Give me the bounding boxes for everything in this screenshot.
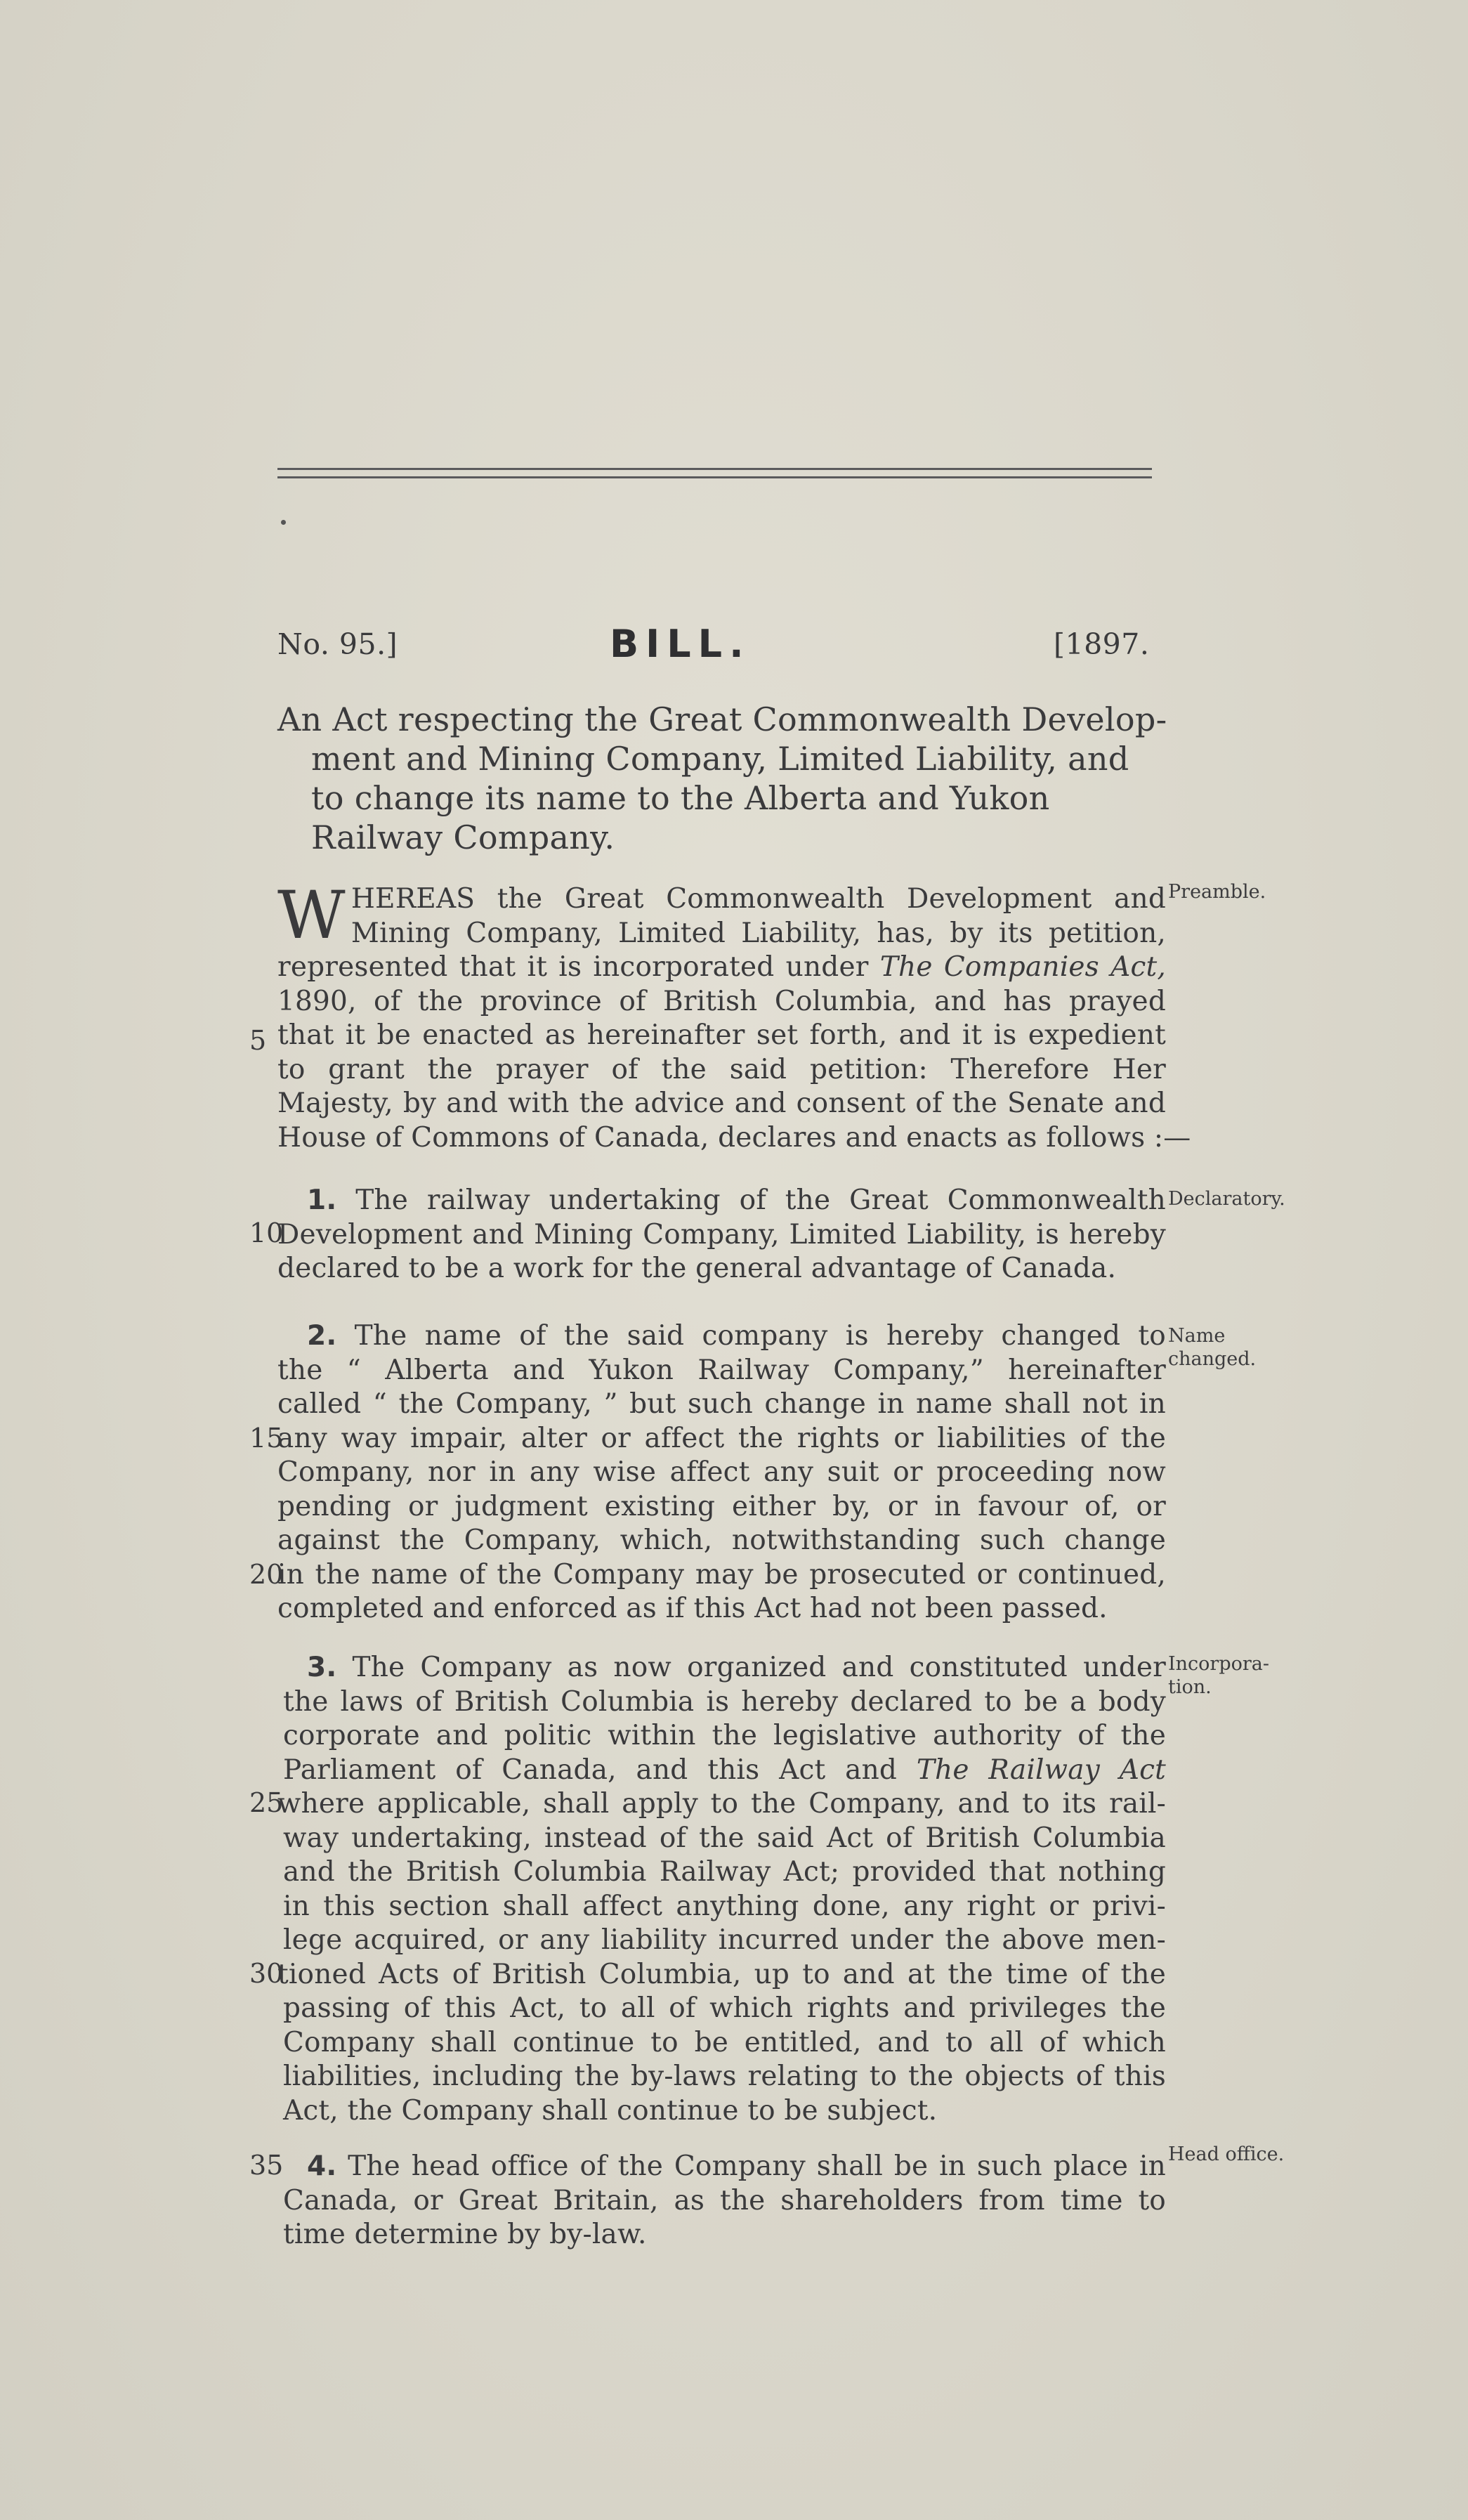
section-text: Parliament of Canada, and this Act and [283, 1754, 917, 1786]
section-line: in this section shall affect anything done, any right or privi- [283, 1890, 1166, 1922]
section-text: The name of the said company is hereby changed to [354, 1320, 1166, 1352]
bill-year: [1897. [1054, 627, 1150, 661]
section-line: Company shall continue to be entitled, and to all of which [283, 2026, 1166, 2058]
line-number: 15 [249, 1423, 284, 1454]
section-line: and the British Columbia Railway Act; provided that nothing [283, 1856, 1166, 1888]
section-1 [277, 1184, 1166, 1286]
margin-note-line: tion. [1168, 1676, 1212, 1698]
section-3 [277, 1651, 1166, 2128]
margin-note-line: Incorpora- [1168, 1653, 1270, 1675]
line-number: 25 [249, 1787, 284, 1818]
section-line: corporate and politic within the legislative authority of the [283, 1720, 1166, 1751]
preamble-line [277, 951, 1166, 985]
companies-act-title: The Companies Act, [879, 951, 1166, 983]
printer-dot [281, 520, 286, 525]
act-title [277, 700, 1167, 857]
preamble-line: Mining Company, Limited Liability, has, by its petition, [350, 917, 1166, 949]
preamble-line: House of Commons of Canada, declares and enacts as follows :— [277, 1121, 1191, 1154]
section-2 [277, 1319, 1166, 1626]
margin-note-incorporation [1168, 1652, 1269, 1699]
preamble-text: represented that it is incorporated under [277, 951, 880, 983]
margin-note-head-office: Head office. [1168, 2143, 1285, 2165]
margin-note-line: Name [1168, 1325, 1226, 1347]
section-line: Canada, or Great Britain, as the shareholders from time to [283, 2184, 1166, 2217]
act-title-line: Railway Company. [311, 818, 615, 856]
preamble-line: to grant the prayer of the said petition: Therefore Her [277, 1053, 1166, 1085]
section-line: called “ the Company, ” but such change in name shall not in [277, 1388, 1166, 1420]
line-number: 10 [249, 1217, 284, 1248]
section-line: passing of this Act, to all of which rights and privileges the [283, 1992, 1166, 2024]
section-number: 4. [307, 2150, 337, 2182]
section-line: where applicable, shall apply to the Company, and to its rail- [277, 1788, 1166, 1820]
section-line: declared to be a work for the general advantage of Canada. [277, 1253, 1117, 1284]
preamble-line: Majesty, by and with the advice and consent of the Senate and [277, 1088, 1166, 1119]
section-text: The head office of the Company shall be in such place in [348, 2150, 1166, 2182]
section-line [277, 1319, 1166, 1354]
line-number: 30 [249, 1958, 284, 1989]
line-number: 20 [249, 1559, 284, 1590]
bill-number: No. 95.] [277, 627, 398, 661]
section-line: any way impair, alter or affect the rights or liabilities of the [277, 1422, 1166, 1454]
dropcap: W [277, 877, 346, 954]
section-line: way undertaking, instead of the said Act of British Columbia [283, 1822, 1166, 1854]
preamble-line: that it be enacted as hereinafter set forth, and it is expedient [277, 1019, 1166, 1051]
section-line [277, 1184, 1166, 1218]
section-line: Act, the Company shall continue to be subject. [283, 2094, 938, 2127]
section-line [277, 1651, 1166, 1685]
margin-note-preamble: Preamble. [1168, 881, 1266, 903]
margin-note-declaratory: Declaratory. [1168, 1188, 1285, 1210]
section-line: Company, nor in any wise affect any suit or proceeding now [277, 1456, 1166, 1488]
section-number: 3. [307, 1652, 337, 1683]
section-line: the “ Alberta and Yukon Railway Company,” hereinafter [277, 1354, 1166, 1386]
section-line: completed and enforced as if this Act had not been passed. [277, 1593, 1108, 1624]
act-title-line: ment and Mining Company, Limited Liability, and [311, 740, 1129, 778]
section-text: The railway undertaking of the Great Commonwealth [355, 1184, 1166, 1216]
margin-note-name-changed [1168, 1324, 1256, 1371]
section-4 [277, 2150, 1166, 2252]
section-line [277, 1754, 1166, 1788]
railway-act-title: The Railway Act [916, 1754, 1166, 1786]
section-line: Development and Mining Company, Limited Liability, is hereby [277, 1218, 1166, 1251]
section-number: 1. [307, 1184, 337, 1216]
preamble-line: 1890, of the province of British Columbia, and has prayed [277, 985, 1166, 1017]
act-title-line: An Act respecting the Great Commonwealth Develop- [277, 700, 1167, 738]
section-line [277, 2150, 1166, 2184]
section-line: lege acquired, or any liability incurred under the above men- [283, 1924, 1166, 1956]
bill-heading: BILL. [610, 622, 751, 666]
margin-note-line: changed. [1168, 1348, 1257, 1370]
line-number: 35 [249, 2150, 284, 2181]
section-line: pending or judgment existing either by, or in favour of, or [277, 1490, 1166, 1522]
section-line: the laws of British Columbia is hereby declared to be a body [283, 1685, 1166, 1718]
top-double-rule-lower [277, 476, 1152, 478]
section-line: liabilities, including the by-laws relating to the objects of this [283, 2061, 1166, 2092]
line-number: 5 [249, 1025, 267, 1056]
top-double-rule-upper [277, 468, 1152, 470]
preamble-line: HEREAS the Great Commonwealth Development and [350, 883, 1166, 915]
section-line: tioned Acts of British Columbia, up to and at the time of the [277, 1958, 1166, 1990]
section-line: in the name of the Company may be prosecuted or continued, [277, 1558, 1166, 1591]
section-line: against the Company, which, notwithstanding such change [277, 1525, 1166, 1556]
section-number: 2. [307, 1320, 337, 1352]
section-text: The Company as now organized and constituted under [352, 1652, 1166, 1683]
preamble [277, 877, 1191, 1155]
act-title-line: to change its name to the Alberta and Yukon [311, 779, 1050, 817]
section-line: time determine by by-law. [283, 2219, 647, 2250]
